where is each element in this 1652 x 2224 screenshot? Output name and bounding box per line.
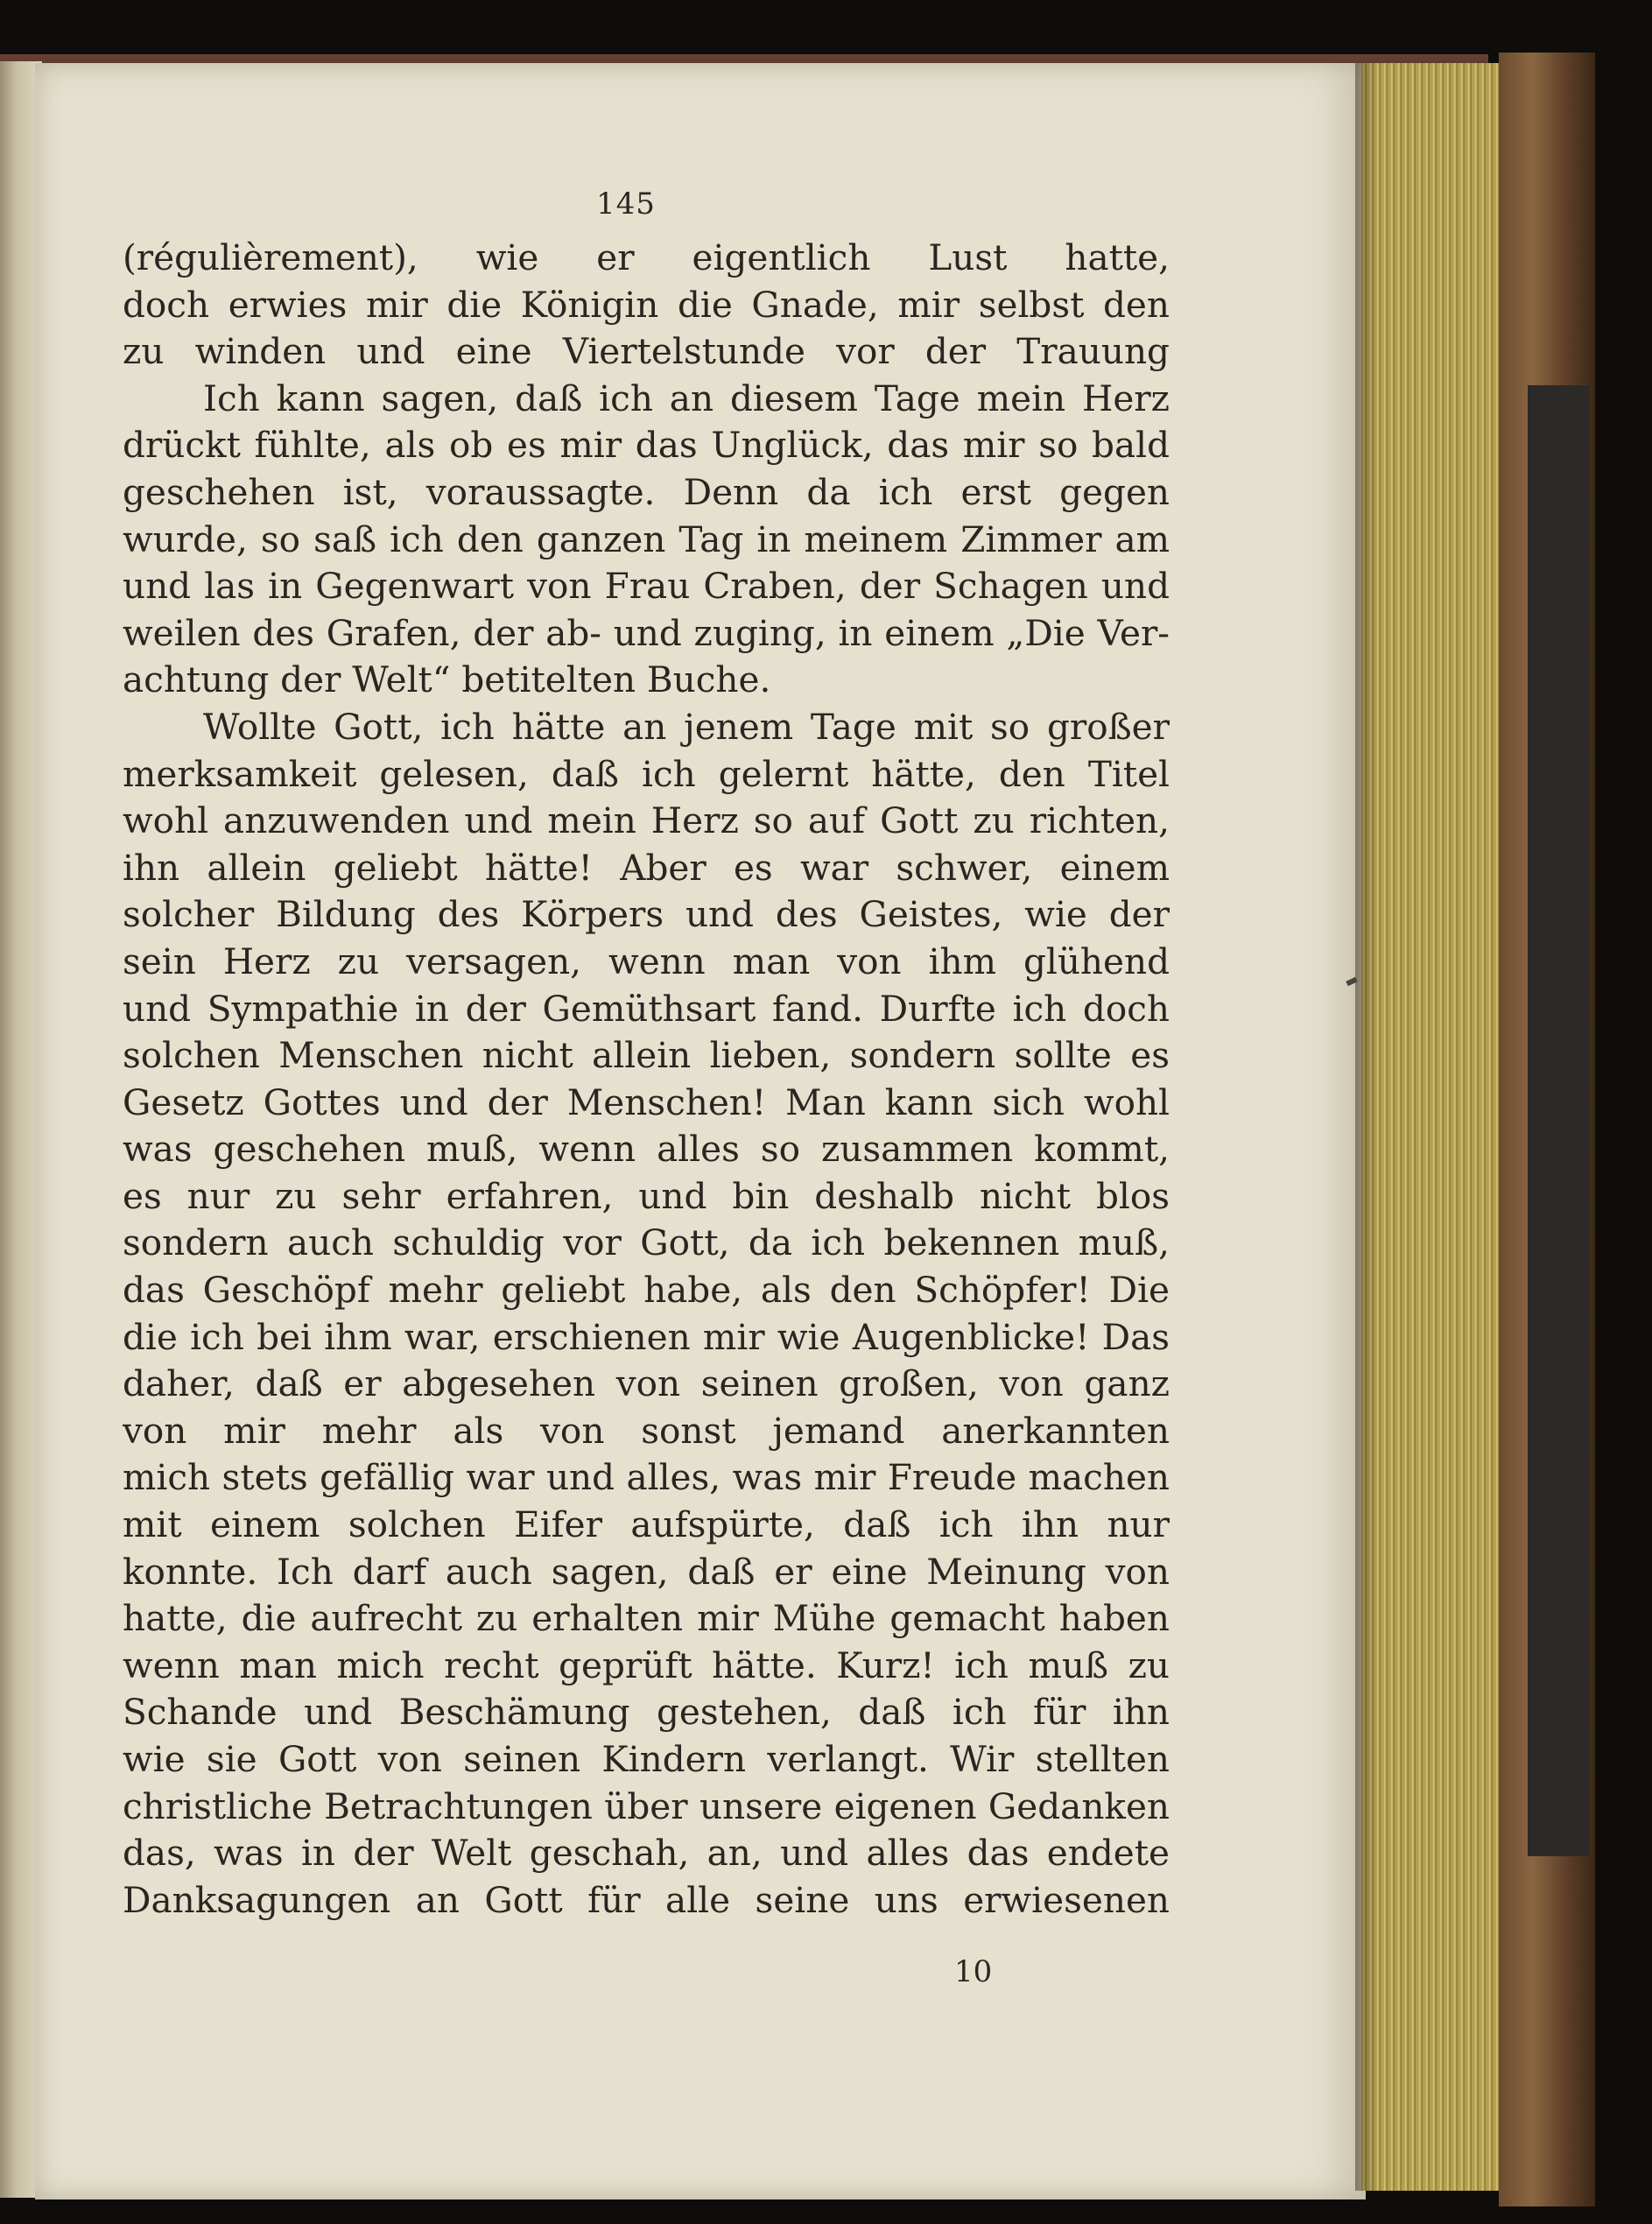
text-line: hatte, die aufrecht zu erhalten mir Mühe gemacht haben [123,1597,1170,1640]
text-line: achtung der Welt“ betitelten Buche. [123,658,771,701]
signature-mark: 10 [954,1954,993,1989]
text-line: wurde, so saß ich den ganzen Tag in meinem Zimmer am [123,517,1170,560]
text-line: solcher Bildung des Körpers und des Geistes, wie der [123,893,1170,936]
text-line: konnte. Ich darf auch sagen, daß er eine Meinung von [123,1550,1170,1593]
text-line: drückt fühlte, als ob es mir das Unglück, das mir so bald [123,424,1170,467]
text-line: Gesetz Gottes und der Menschen! Man kann sich wohl [123,1080,1170,1123]
text-line: es nur zu sehr erfahren, und bin deshalb nicht blos [123,1174,1170,1217]
text-line: daher, daß er abgesehen von seinen großen, von ganz [123,1362,1170,1405]
gutter-shadow [1355,63,1378,2191]
text-line: weilen des Grafen, der ab- und zuging, in einem „Die Ver- [123,611,1170,654]
text-line: wie sie Gott von seinen Kindern verlangt. Wir stellten [123,1738,1170,1780]
text-line: Wollte Gott, ich hätte an jenem Tage mit so großer [203,705,1170,748]
text-line: wohl anzuwenden und mein Herz so auf Gott zu richten, [123,799,1170,842]
text-line: wenn man mich recht geprüft hätte. Kurz! ich muß zu [123,1643,1170,1686]
text-line: christliche Betrachtungen über unsere eigenen Gedanken [123,1784,1170,1827]
text-line: mit einem solchen Eifer aufspürte, daß ich ihn nur [123,1503,1170,1546]
text-line: von mir mehr als von sonst jemand anerkannten [123,1409,1170,1452]
text-line: doch erwies mir die Königin die Gnade, mir selbst den [123,283,1170,326]
page-body [123,235,1170,1924]
text-line: Danksagungen an Gott für alle seine uns erwiesenen [123,1878,1170,1921]
gilt-page-edges [1361,63,1501,2191]
text-line: was geschehen muß, wenn alles so zusammen kommt, [123,1128,1170,1171]
text-line: das, was in der Welt geschah, an, und alles das endete [123,1832,1170,1875]
text-line: Ich kann sagen, daß ich an diesem Tage mein Herz [203,377,1170,419]
text-line: ihn allein geliebt hätte! Aber es war schwer, einem [123,846,1170,889]
text-line: zu winden und eine Viertelstunde vor der Trauung [123,330,1170,373]
text-line: merksamkeit gelesen, daß ich gelernt hätte, den Titel [123,752,1170,795]
text-line: die ich bei ihm war, erschienen mir wie Augenblicke! Das [123,1315,1170,1358]
text-line: solchen Menschen nicht allein lieben, sondern sollte es [123,1034,1170,1077]
text-line: geschehen ist, voraussagte. Denn da ich erst gegen [123,470,1170,513]
page-number: 145 [596,187,656,222]
text-line: sein Herz zu versagen, wenn man von ihm glühend [123,940,1170,982]
text-line: und Sympathie in der Gemüthsart fand. Durfte ich doch [123,987,1170,1030]
text-line: das Geschöpf mehr geliebt habe, als den Schöpfer! Die [123,1269,1170,1312]
text-line: (régulièrement), wie er eigentlich Lust hatte, [123,236,1170,278]
text-line: mich stets gefällig war und alles, was mir Freude machen [123,1456,1170,1499]
text-line: und las in Gegenwart von Frau Craben, der Schagen und [123,565,1170,608]
cover-cloth [1528,385,1589,1856]
text-line: sondern auch schuldig vor Gott, da ich bekennen muß, [123,1221,1170,1264]
text-line: Schande und Beschämung gestehen, daß ich für ihn [123,1691,1170,1734]
